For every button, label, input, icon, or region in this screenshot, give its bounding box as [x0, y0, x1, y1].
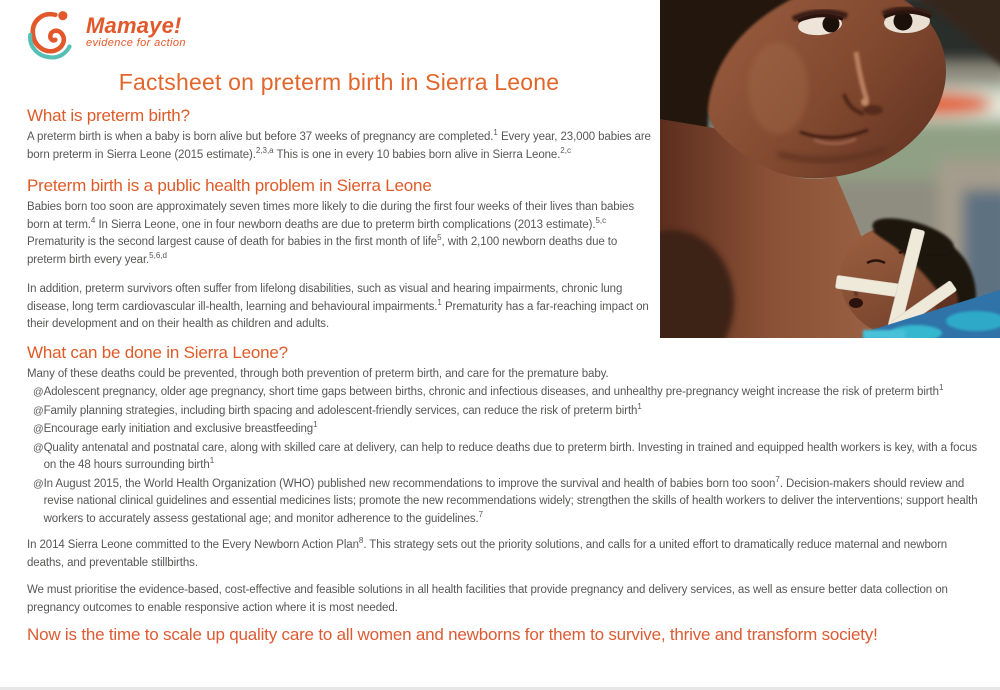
- callout-line: Now is the time to scale up quality care to all women and newborns for them to survive, thrive and transform society!: [27, 625, 878, 644]
- closing-paragraph-2: We must prioritise the evidence-based, cost-effective and feasible solutions in all health facilities that provide pregnancy and delivery services, as well as ensure better data collection on pregnancy outcomes to enable responsive action where it is most needed.: [27, 584, 948, 614]
- at-bullet-icon: @: [33, 404, 44, 417]
- section-heading-problem: Preterm birth is a public health problem in Sierra Leone: [27, 176, 432, 195]
- action-list-item-text: Family planning strategies, including birth spacing and adolescent-friendly services, can reduce the risk of preterm birth$^1$: [43, 401, 642, 417]
- action-list-item: [27, 421, 985, 439]
- at-bullet-icon: @: [33, 477, 44, 490]
- action-list-item-text: Encourage early initiation and exclusive breastfeeding$^1$: [43, 420, 318, 435]
- what-is-paragraph: A preterm birth is when a baby is born alive but before 37 weeks of pregnancy are completed.$^1$ Every year, 23,000 babies are born preterm in Sierra Leone (2015 estimate).$^{2,3,a}$ This is one in every 10 babies born alive in Sierra Leone.$^{2,c}$: [27, 128, 651, 161]
- action-list-item: [27, 476, 985, 529]
- action-list-item-text: In August 2015, the World Health Organization (WHO) published new recommendations to improve the survival and health of babies born too soon$^7$. Decision-makers should review and revise national clinical guidelines and essential medicines lists; promote the new recommendations widely; strengthen the skills of health workers to deliver the interventions; support health workers to accurately assess gestational age; and monitor adherence to the guidelines.$^7$: [43, 474, 978, 525]
- action-list-item-text: Adolescent pregnancy, older age pregnancy, short time gaps between births, chronic and infectious diseases, and unhealthy pre-pregnancy weight increase the risk of preterm birth$^1$: [43, 383, 944, 398]
- section-heading-what-done: What can be done in Sierra Leone?: [27, 342, 288, 362]
- action-list-item: [27, 403, 985, 421]
- mamaye-logo-icon: [27, 8, 77, 60]
- logo-wordmark: Mamaye!: [86, 13, 182, 38]
- problem-paragraph-2: In addition, preterm survivors often suffer from lifelong disabilities, such as visual and hearing impairments, chronic lung disease, long term cardiovascular ill-health, learning and behavioural impairments.$^1$ Prematurity has a far-reaching impact on their development and on their health as children and adults.: [27, 283, 649, 330]
- section-heading-what-is: What is preterm birth?: [27, 106, 190, 125]
- action-list-item: [27, 384, 985, 402]
- logo-head-dot: [58, 11, 67, 20]
- page-title: Factsheet on preterm birth in Sierra Leone: [118, 69, 560, 95]
- at-bullet-icon: @: [33, 386, 44, 398]
- action-list-item-text: Quality antenatal and postnatal care, along with skilled care at delivery, can help to reduce deaths due to preterm birth. Investing in trained and equipped health workers is key, with a focus on the 48 hours surrounding birth$^1$: [43, 441, 978, 471]
- what-done-intro: Many of these deaths could be prevented, through both prevention of preterm birth, and care for the premature baby.: [27, 367, 609, 380]
- closing-paragraph-1: In 2014 Sierra Leone committed to the Every Newborn Action Plan$^8$. This strategy sets out the priority solutions, and calls for a united effort to dramatically reduce maternal and newborn deaths, and preventable stillbirths.: [27, 536, 948, 569]
- at-bullet-icon: @: [33, 423, 44, 435]
- at-bullet-icon: @: [33, 441, 44, 454]
- logo-tagline: evidence for action: [86, 37, 186, 49]
- mamaye-logo: [27, 8, 985, 60]
- action-list: [27, 384, 985, 528]
- action-list-item: [27, 440, 985, 475]
- problem-paragraph-1: Babies born too soon are approximately seven times more likely to die during the first four weeks of their lives than babies born at term.$^4$ In Sierra Leone, one in four newborn deaths are due to preterm birth complications (2013 estimate).$^{5,c}$ Prematurity is the second largest cause of death for babies in the first month of life$^5$, with 2,100 newborn deaths due to preterm birth every year.$^{5,6,d}$: [27, 201, 635, 266]
